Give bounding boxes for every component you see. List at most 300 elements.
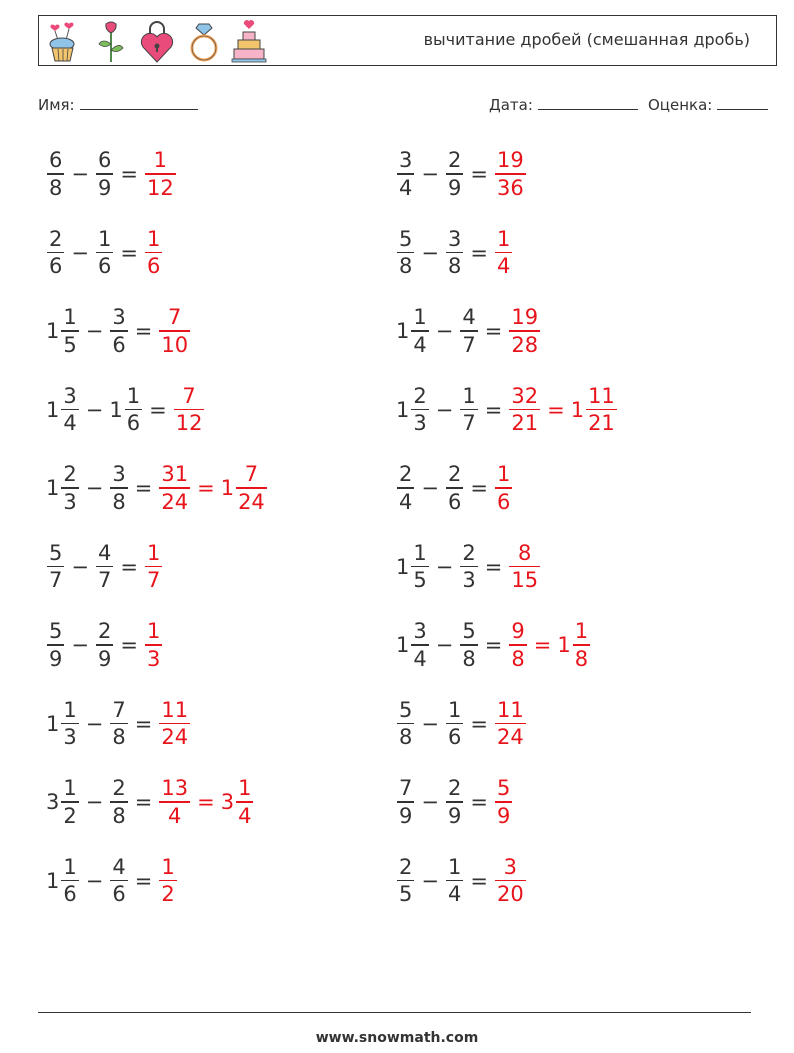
answer [494,226,513,280]
subtrahend-numerator: 4 [462,305,476,330]
minuend-whole: 1 [46,868,60,893]
minuend-denominator: 8 [399,254,413,279]
minus-sign: − [85,790,104,814]
answer-whole: 1 [557,633,571,657]
subtrahend-numerator: 1 [447,697,462,722]
answer-numerator: 1 [146,226,161,251]
subtrahend-fraction [96,618,113,672]
subtrahend-number [95,540,114,594]
minus-sign: − [421,162,439,186]
subtrahend-denominator: 6 [112,882,126,907]
answer-number [494,147,527,201]
minuend-number [46,854,80,908]
equals-sign: = [470,790,488,814]
answer-fraction [586,383,617,437]
grade-label: Оценка: [648,96,713,114]
footer-url: www.snowmath.com [315,1030,479,1046]
answer-numerator: 32 [511,383,539,408]
equals-sign: = [470,711,488,736]
date-label: Дата: [489,96,533,114]
answer-number [158,775,191,829]
subtrahend-numerator: 1 [462,383,476,408]
minuend-whole: 1 [46,476,60,500]
heart-lock-icon [139,20,175,64]
subtrahend-numerator: 2 [447,148,462,173]
minus-sign: − [421,240,439,265]
minus-sign: − [85,868,104,893]
answer-numerator: 1 [161,854,175,879]
minuend-fraction [411,540,428,594]
minuend-fraction [61,304,78,358]
answer-fraction [573,618,590,672]
answer-denominator: 15 [511,568,539,593]
minuend-numerator: 1 [63,854,77,879]
minuend-numerator: 1 [413,305,427,330]
subtrahend-numerator: 1 [447,854,462,879]
answer [508,383,617,437]
answer-number [494,697,527,751]
minuend-fraction [397,226,414,280]
subtrahend-whole: 1 [109,397,123,422]
subtrahend-denominator: 9 [97,175,112,200]
answer-numerator: 7 [182,383,196,408]
minuend-numerator: 1 [63,776,77,801]
answer-number [221,775,255,829]
problem-right-10 [396,846,527,916]
subtrahend-denominator: 6 [97,254,112,279]
minuend-numerator: 1 [413,540,427,565]
answer-denominator: 10 [161,332,189,357]
answer-whole: 1 [570,397,585,422]
minuend-whole: 1 [46,319,60,343]
problem-left-4 [46,375,205,445]
answer-denominator: 2 [161,882,175,907]
minus-sign: − [435,633,454,657]
subtrahend-fraction [460,618,477,672]
problem-right-7 [396,610,591,680]
subtrahend-number [109,775,128,829]
minuend-denominator: 6 [49,254,63,279]
minuend-number [46,304,80,358]
minuend-whole: 1 [46,397,60,422]
subtrahend-number [459,304,478,358]
answer-fraction [495,147,526,201]
subtrahend-denominator: 3 [462,568,476,593]
answer-fraction [495,461,512,515]
subtrahend-fraction [446,854,463,908]
answer-number [494,461,513,515]
minus-sign: − [435,397,454,422]
subtrahend-fraction [446,461,463,515]
subtrahend-denominator: 8 [462,646,476,671]
subtrahend-fraction [110,854,127,908]
minuend-number [396,775,415,829]
problem-right-9 [396,767,513,837]
answer-numerator: 1 [496,226,511,251]
minuend-number [46,461,80,515]
answer [158,697,191,751]
minuend-denominator: 4 [63,411,77,436]
answer-number [144,540,163,594]
minus-sign: − [85,711,104,736]
minus-sign: − [85,319,104,343]
answer-fraction [236,461,267,515]
answer [494,854,527,908]
minuend-denominator: 4 [413,332,427,357]
answer-denominator: 20 [496,882,524,907]
subtrahend-denominator: 6 [447,489,462,514]
minus-sign: − [421,790,439,814]
minuend-numerator: 1 [63,305,77,330]
minuend-numerator: 6 [49,148,63,173]
equals-sign: = [120,554,138,579]
name-blank[interactable] [80,95,198,110]
answer [158,304,191,358]
minuend-number [46,383,80,437]
subtrahend-numerator: 3 [112,305,126,330]
minuend-denominator: 4 [399,175,413,200]
subtrahend-numerator: 2 [97,619,112,644]
answer-number [508,540,541,594]
answer-numerator: 8 [518,540,532,565]
answer-number [144,147,177,201]
answer-number [571,383,618,437]
answer-fraction [174,383,205,437]
answer-denominator: 24 [161,725,189,750]
problem-right-6 [396,532,541,602]
minuend-fraction [47,540,64,594]
minuend-denominator: 9 [399,803,413,828]
minuend-number [46,618,65,672]
subtrahend-denominator: 8 [112,803,126,828]
diamond-ring-icon [187,20,221,64]
minuend-number [46,540,65,594]
subtrahend-fraction [446,226,463,280]
subtrahend-denominator: 6 [447,725,462,750]
minuend-denominator: 4 [413,646,427,671]
subtrahend-number [95,226,114,280]
minuend-denominator: 6 [63,882,77,907]
answer-fraction [509,383,540,437]
answer [494,775,513,829]
equals-sign: = [134,868,153,893]
equals-sign: = [134,711,153,736]
minuend-numerator: 2 [399,854,413,879]
subtrahend-denominator: 7 [97,568,112,593]
problem-left-1 [46,139,177,209]
name-label: Имя: [38,96,75,114]
subtrahend-numerator: 1 [126,383,141,408]
answer-fraction [159,304,190,358]
subtrahend-denominator: 9 [447,175,462,200]
equals-sign: = [484,633,503,657]
answer-denominator: 24 [238,489,265,514]
answer-numerator: 31 [161,462,189,487]
subtrahend-denominator: 9 [97,646,112,671]
subtrahend-fraction [125,383,142,437]
answer [158,461,267,515]
subtrahend-denominator: 9 [447,803,462,828]
equals-sign: = [470,162,488,186]
answer-denominator: 3 [146,646,161,671]
answer-denominator: 6 [146,254,161,279]
answer-denominator: 24 [161,489,189,514]
minuend-numerator: 3 [413,619,427,644]
minuend-fraction [61,383,78,437]
minus-sign: − [435,319,454,343]
minuend-number [46,775,80,829]
subtrahend-fraction [96,540,113,594]
answer-denominator: 28 [511,332,539,357]
minuend-fraction [411,618,428,672]
minuend-numerator: 5 [49,619,63,644]
minuend-denominator: 9 [49,646,63,671]
minuend-numerator: 5 [399,226,413,251]
answer-fraction [509,304,540,358]
subtrahend-fraction [446,697,463,751]
answer-number [508,383,541,437]
problem-left-6 [46,532,163,602]
subtrahend-number [445,461,464,515]
minuend-fraction [397,775,414,829]
subtrahend-fraction [96,226,113,280]
minuend-whole: 1 [396,633,410,657]
problem-left-7 [46,610,163,680]
subtrahend-number [445,854,464,908]
problem-left-2 [46,218,163,288]
answer-denominator: 21 [511,411,539,436]
minuend-whole: 3 [46,790,60,814]
problem-left-5 [46,453,268,523]
answer-denominator: 9 [496,803,511,828]
minuend-numerator: 5 [399,697,413,722]
grade-blank[interactable] [717,95,768,110]
subtrahend-number [445,697,464,751]
subtrahend-fraction [110,775,127,829]
minuend-denominator: 5 [399,882,413,907]
problem-right-3 [396,296,541,366]
answer [158,775,254,829]
minuend-number [396,226,415,280]
subtrahend-fraction [446,147,463,201]
subtrahend-numerator: 4 [112,854,126,879]
subtrahend-denominator: 6 [112,332,126,357]
subtrahend-numerator: 3 [112,462,126,487]
cupcake-hearts-icon [45,20,81,64]
answer [508,618,591,672]
subtrahend-denominator: 4 [447,882,462,907]
minus-sign: − [421,868,439,893]
answer-numerator: 7 [168,305,182,330]
answer-numerator: 5 [496,776,511,801]
answer-number [158,304,191,358]
date-field[interactable] [489,95,638,114]
minuend-number [396,618,430,672]
answer-numerator: 11 [588,383,615,408]
minuend-fraction [397,854,414,908]
answer-whole: 1 [220,476,235,500]
answer-equals-sign: = [197,476,215,500]
subtrahend-numerator: 4 [97,540,112,565]
answer-denominator: 12 [146,175,174,200]
answer-whole: 3 [220,790,235,814]
problem-right-5 [396,453,513,523]
equals-sign: = [484,397,503,422]
worksheet-title: вычитание дробей (смешанная дробь) [423,30,750,49]
minuend-denominator: 3 [63,489,77,514]
answer-numerator: 1 [153,148,168,173]
answer-number [494,854,527,908]
minuend-numerator: 2 [413,383,427,408]
answer-numerator: 11 [496,697,524,722]
minuend-whole: 1 [396,554,410,579]
minuend-fraction [61,461,78,515]
equals-sign: = [120,633,138,657]
answer-fraction [495,226,512,280]
answer-equals-sign: = [547,397,565,422]
equals-sign: = [470,868,488,893]
subtrahend-number [95,147,114,201]
minuend-numerator: 2 [399,462,413,487]
date-blank[interactable] [538,95,638,110]
minuend-numerator: 2 [49,226,63,251]
answer-numerator: 1 [146,540,161,565]
minuend-numerator: 3 [399,148,413,173]
answer-fraction [509,618,526,672]
subtrahend-fraction [110,304,127,358]
problem-right-2 [396,218,513,288]
answer-numerator: 3 [503,854,518,879]
equals-sign: = [134,319,153,343]
answer-number [144,618,163,672]
minuend-number [396,147,415,201]
answer-equals-sign: = [197,790,215,814]
answer [508,540,541,594]
answer [494,697,527,751]
answer-numerator: 19 [511,305,539,330]
minuend-fraction [47,226,64,280]
answer-number [494,226,513,280]
answer-numerator: 1 [496,462,511,487]
equals-sign: = [120,240,138,265]
subtrahend-numerator: 3 [447,226,462,251]
equals-sign: = [120,162,138,186]
minuend-fraction [397,461,414,515]
minuend-number [396,540,430,594]
minus-sign: − [421,476,439,500]
problem-left-10 [46,846,178,916]
answer [494,147,527,201]
answer-denominator: 8 [511,646,525,671]
equals-sign: = [470,240,488,265]
answer-denominator: 24 [496,725,524,750]
answer-denominator: 4 [496,254,511,279]
minuend-fraction [61,697,78,751]
minuend-denominator: 7 [49,568,63,593]
minus-sign: − [71,633,89,657]
answer-number [158,854,177,908]
problem-left-3 [46,296,191,366]
minuend-numerator: 7 [399,776,413,801]
answer [144,226,163,280]
minuend-numerator: 3 [63,383,77,408]
minus-sign: − [421,711,439,736]
answer-number [508,304,541,358]
grade-field[interactable] [648,95,768,114]
answer-number [508,618,527,672]
answer-number [221,461,268,515]
subtrahend-fraction [110,461,127,515]
minuend-whole: 1 [46,711,60,736]
answer-denominator: 8 [574,646,589,671]
subtrahend-number [109,854,128,908]
minus-sign: − [85,476,104,500]
answer-fraction [236,775,253,829]
minuend-denominator: 5 [413,568,427,593]
minuend-denominator: 8 [49,175,63,200]
subtrahend-fraction [96,147,113,201]
minuend-denominator: 3 [413,411,427,436]
answer-fraction [495,854,526,908]
flower-icon [97,20,125,64]
minuend-fraction [411,304,428,358]
subtrahend-denominator: 7 [462,411,476,436]
minuend-denominator: 3 [63,725,77,750]
name-field[interactable] [38,95,198,114]
subtrahend-number [95,618,114,672]
subtrahend-denominator: 8 [112,489,126,514]
problem-left-9 [46,767,254,837]
answer-fraction [495,697,526,751]
answer-number [557,618,591,672]
answer-denominator: 4 [168,803,182,828]
equals-sign: = [134,476,153,500]
subtrahend-number [109,304,128,358]
answer-denominator: 36 [496,175,524,200]
problem-right-8 [396,689,527,759]
minuend-denominator: 8 [399,725,413,750]
worksheet-header [38,15,777,66]
subtrahend-numerator: 2 [447,462,462,487]
answer [173,383,206,437]
subtrahend-denominator: 7 [462,332,476,357]
equals-sign: = [484,554,503,579]
minuend-number [46,697,80,751]
subtrahend-numerator: 2 [112,776,126,801]
answer-fraction [495,775,512,829]
minuend-number [396,697,415,751]
minuend-numerator: 1 [63,697,77,722]
subtrahend-numerator: 1 [97,226,112,251]
subtrahend-fraction [446,775,463,829]
subtrahend-number [459,383,478,437]
subtrahend-fraction [460,304,477,358]
subtrahend-numerator: 7 [112,697,126,722]
answer-fraction [145,226,162,280]
subtrahend-number [109,461,128,515]
subtrahend-denominator: 8 [447,254,462,279]
answer-numerator: 1 [574,619,589,644]
answer [158,854,177,908]
answer-fraction [509,540,540,594]
minuend-number [396,383,430,437]
answer-fraction [145,147,176,201]
answer-fraction [159,775,190,829]
minus-sign: − [85,397,104,422]
subtrahend-denominator: 6 [126,411,141,436]
minuend-number [396,854,415,908]
answer [144,147,177,201]
